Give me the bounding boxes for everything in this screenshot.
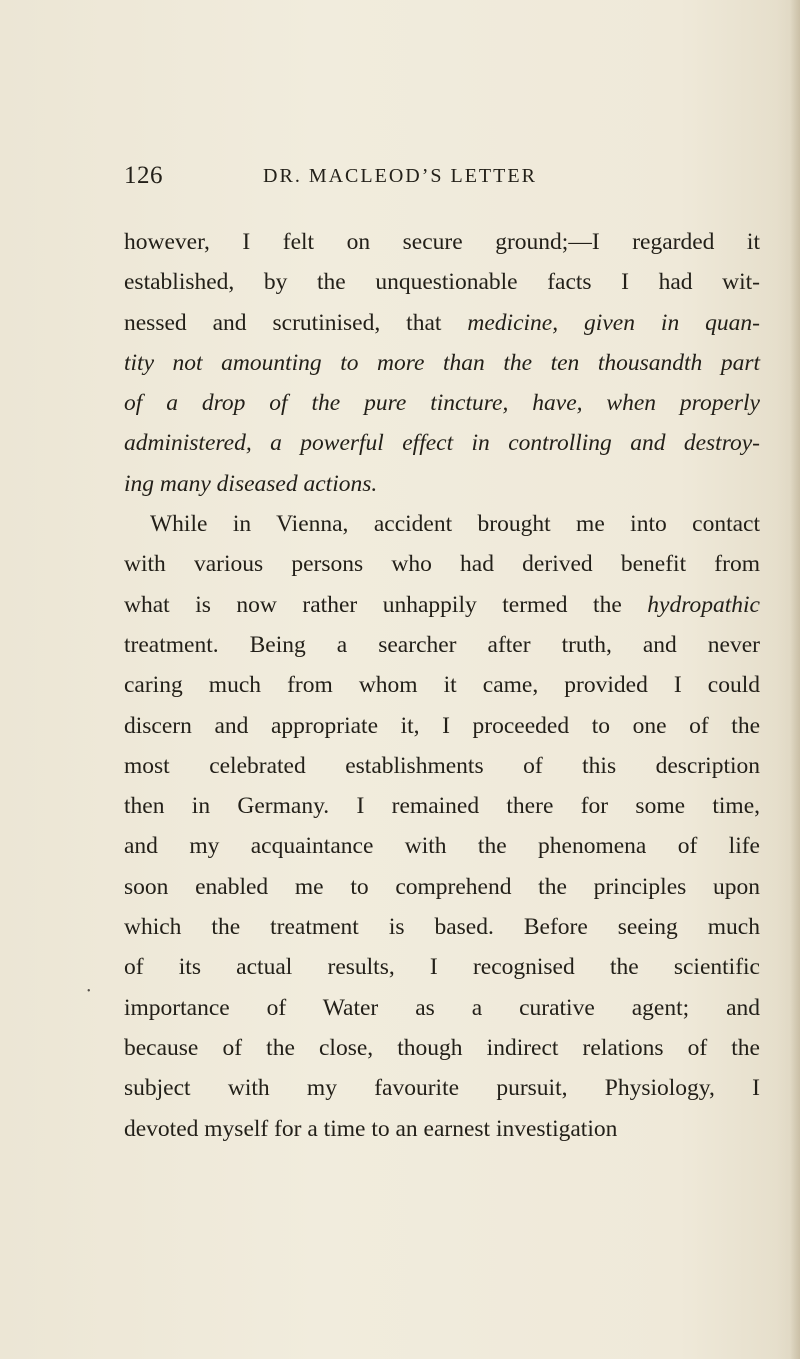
text-segment: discern and appropriate it, I proceeded to one of the [124,712,760,739]
italic-text-segment: administered, a powerful effect in controlling and destroy- [124,430,760,457]
text-line [124,423,760,463]
text-segment: While in Vienna, accident brought me into contact [150,511,760,538]
text-line [124,464,760,504]
text-segment: devoted myself for a time to an earnest investigation [124,1115,618,1142]
text-line [124,1068,760,1108]
text-line [124,947,760,987]
running-head: DR. MACLEOD’S LETTER [263,165,537,187]
italic-text-segment: tity not amounting to more than the ten thousandth part [124,349,760,376]
text-segment: and my acquaintance with the phenomena of life [124,833,760,860]
stray-ink-mark: • [87,986,91,997]
text-line [124,786,760,826]
italic-text-segment: hydropathic [647,591,760,618]
text-line [124,907,760,947]
italic-text-segment: ing many diseased actions. [124,470,378,497]
text-line [124,625,760,665]
text-line [124,826,760,866]
text-segment: most celebrated establishments of this description [124,752,760,779]
text-segment: which the treatment is based. Before seeing much [124,914,760,941]
text-segment: what is now rather unhappily termed the [124,591,648,618]
text-line [124,665,760,705]
text-segment: soon enabled me to comprehend the principles upon [124,873,760,900]
italic-text-segment: medicine, given in quan- [467,309,760,336]
text-line [124,585,760,625]
text-line [124,1028,760,1068]
text-segment: however, I felt on secure ground;—I regarded it [124,229,760,255]
page-number: 126 [124,162,163,189]
body-text [124,222,760,1149]
text-line [124,706,760,746]
text-line [124,262,760,302]
text-segment: with various persons who had derived benefit from [124,551,760,578]
text-line [124,222,760,262]
text-segment: because of the close, though indirect relations of the [124,1034,760,1061]
text-segment: of its actual results, I recognised the scientific [124,954,760,981]
text-segment: importance of Water as a curative agent; and [124,994,760,1021]
text-segment: established, by the unquestionable facts I had wit- [124,269,760,296]
text-line [124,1109,760,1149]
text-segment: then in Germany. I remained there for some time, [124,793,760,820]
text-segment: subject with my favourite pursuit, Physiology, I [124,1075,760,1102]
text-line [124,544,760,584]
text-line [124,383,760,423]
text-line [124,504,760,544]
text-line [124,746,760,786]
text-line [124,867,760,907]
text-line [124,303,760,343]
italic-text-segment: of a drop of the pure tincture, have, when properly [124,390,760,417]
page-header [0,162,800,202]
text-segment: nessed and scrutinised, that [124,309,468,336]
text-segment: treatment. Being a searcher after truth, and never [124,631,760,658]
page-edge-shadow [790,0,800,1359]
text-segment: caring much from whom it came, provided I could [124,672,760,699]
text-line [124,988,760,1028]
text-line [124,343,760,383]
